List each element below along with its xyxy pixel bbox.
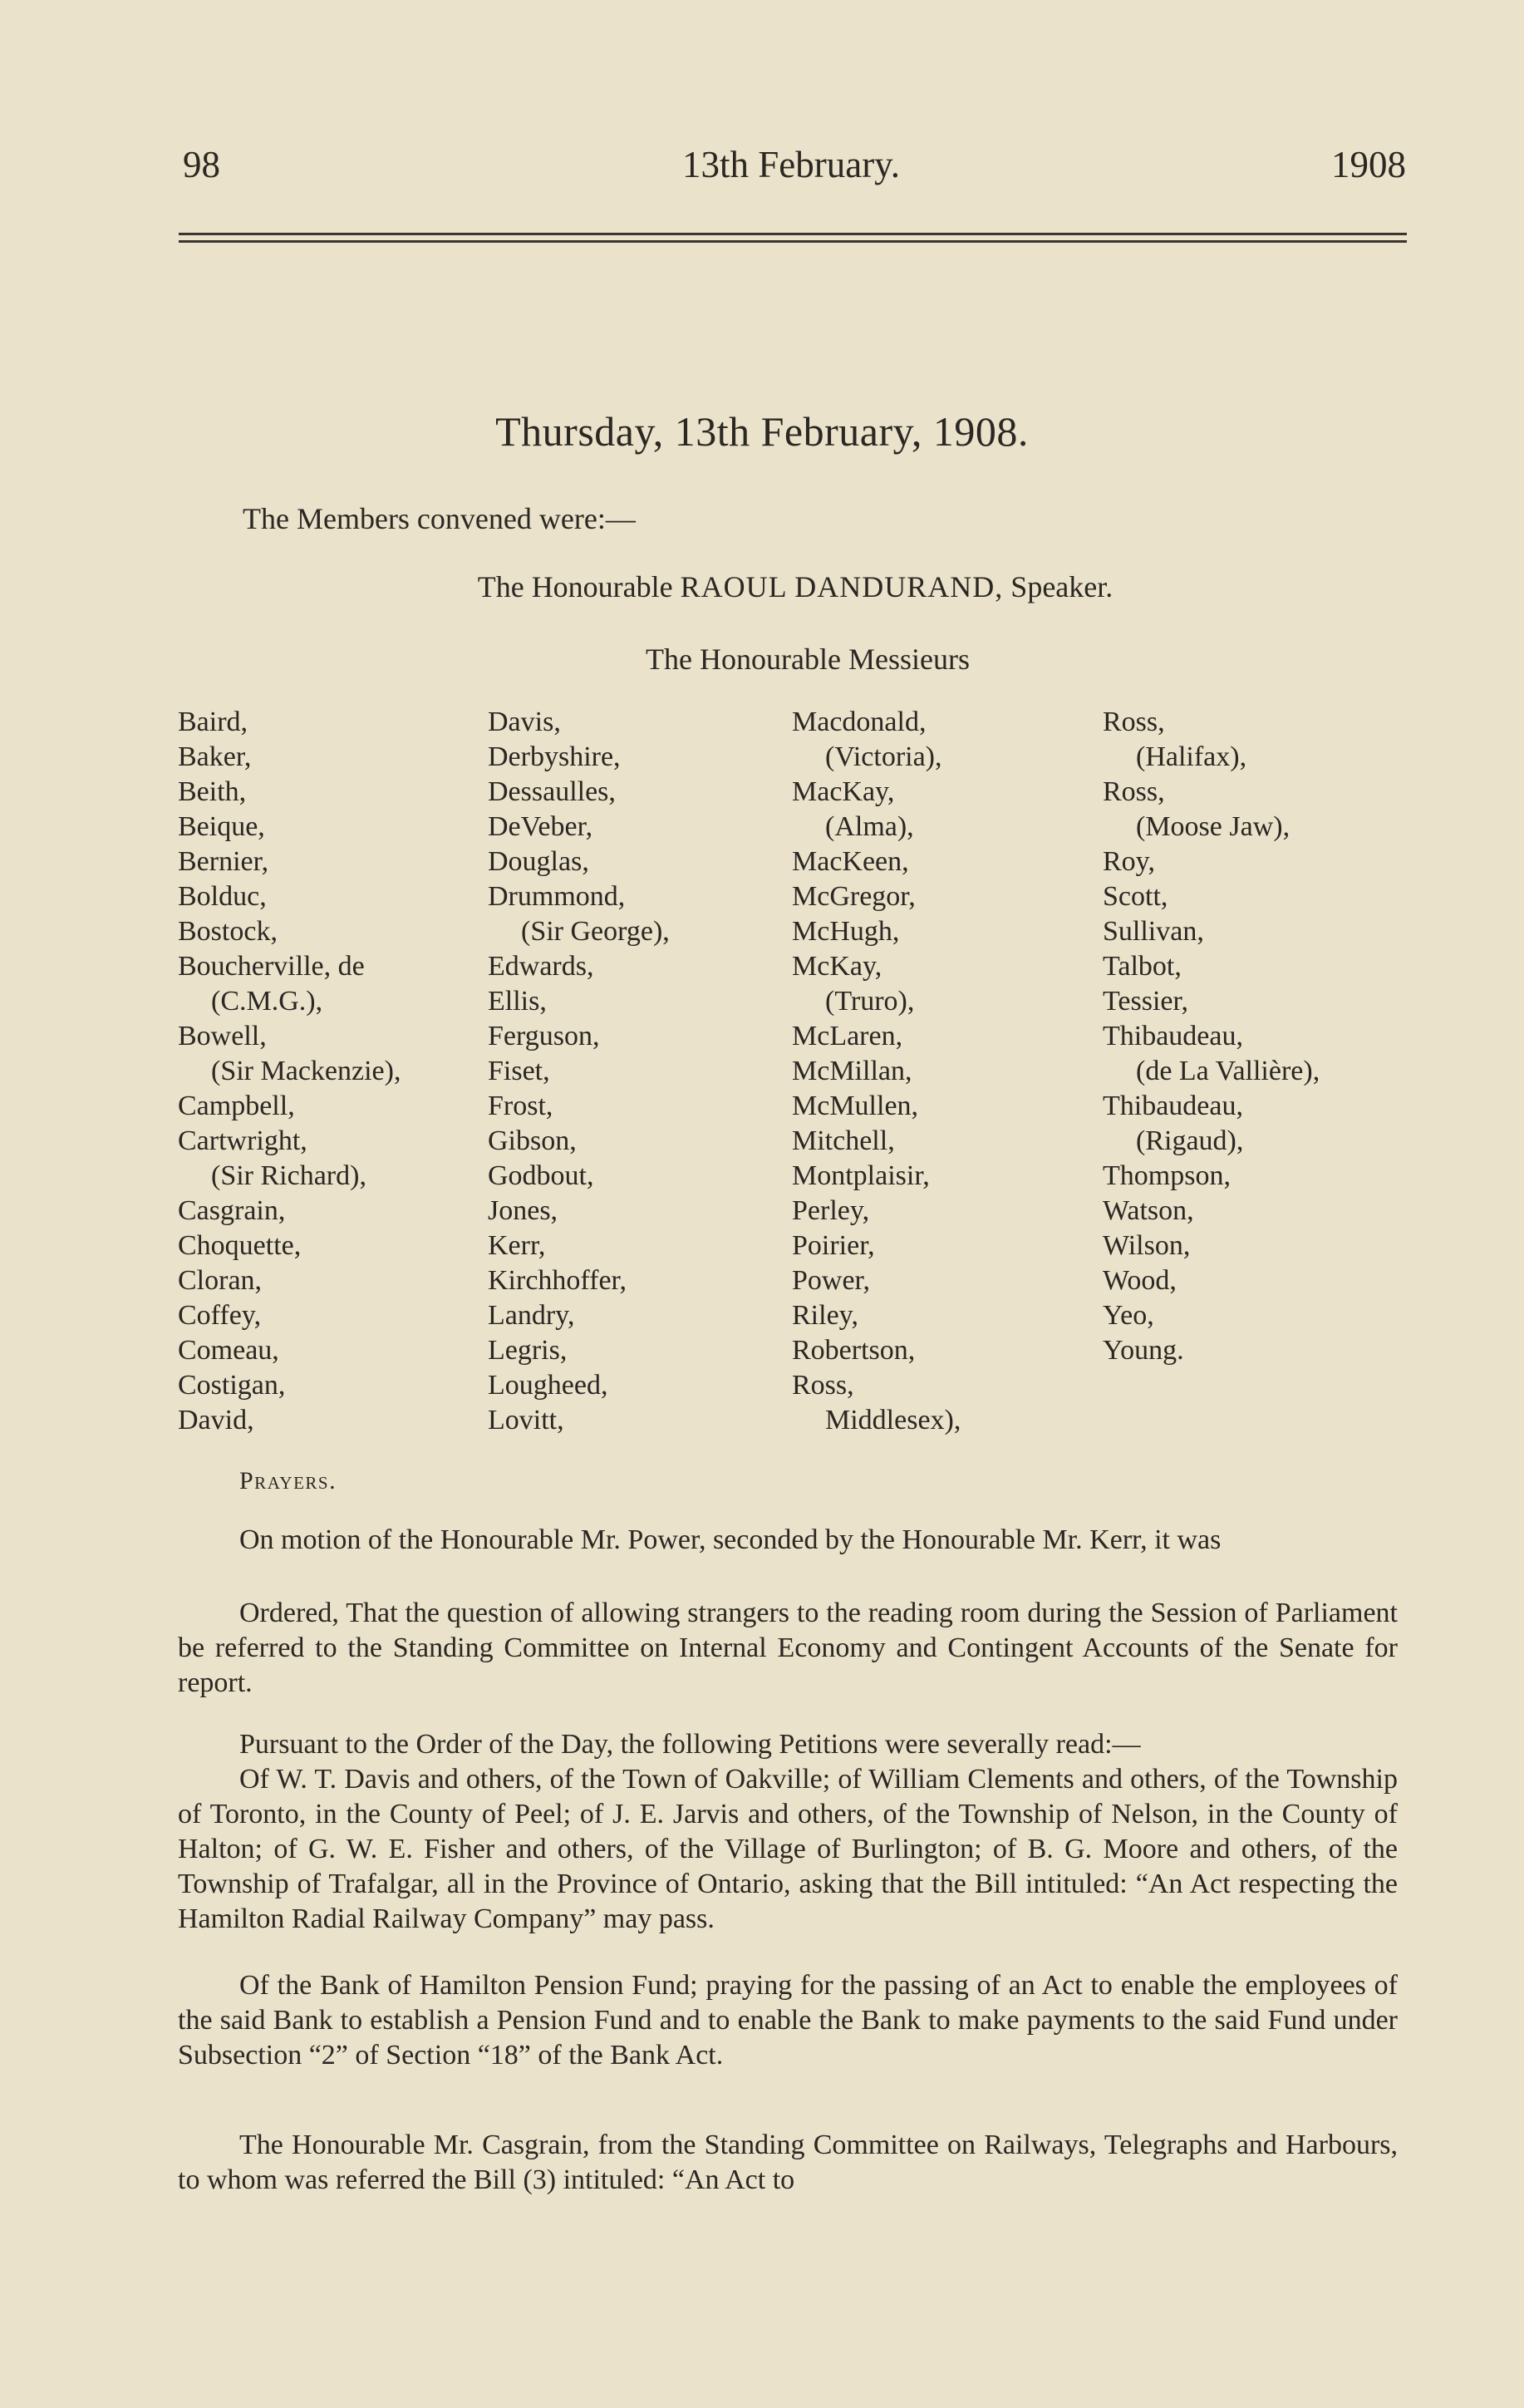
member-name: Edwards, — [488, 951, 594, 982]
member-name: Scott, — [1103, 881, 1168, 912]
member-name: MacKay, — [792, 776, 895, 807]
messieurs-heading: The Honourable Messieurs — [646, 643, 970, 676]
member-name: Choquette, — [178, 1230, 302, 1261]
paragraph-text: On motion of the Honourable Mr. Power, seconded by the Honourable Mr. Kerr, it was — [239, 1524, 1222, 1555]
member-name: Godbout, — [488, 1160, 594, 1191]
member-name: Bowell, — [178, 1021, 267, 1051]
member-name: Baker, — [178, 741, 252, 772]
header-rule-top — [179, 233, 1407, 235]
member-name: (Sir Mackenzie), — [211, 1056, 401, 1086]
member-name: Baird, — [178, 707, 248, 737]
member-name: Roy, — [1103, 846, 1155, 877]
member-name: MacKeen, — [792, 846, 909, 877]
member-name: Yeo, — [1103, 1300, 1154, 1331]
member-name: Wilson, — [1103, 1230, 1191, 1261]
paragraph-petition-bank-pension — [178, 1968, 1398, 2073]
member-name: Campbell, — [178, 1091, 295, 1121]
member-name: Lougheed, — [488, 1370, 608, 1401]
member-name: Frost, — [488, 1091, 553, 1121]
member-name: Costigan, — [178, 1370, 286, 1401]
member-name: Robertson, — [792, 1335, 916, 1366]
member-name: Landry, — [488, 1300, 575, 1331]
running-header — [176, 143, 1406, 193]
member-name: Ferguson, — [488, 1021, 600, 1051]
member-name: Bostock, — [178, 916, 278, 947]
prayers-heading: Prayers. — [239, 1467, 337, 1495]
paragraph-text: Of the Bank of Hamilton Pension Fund; praying for the passing of an Act to enable the employees of the said Bank to establish a Pension Fund and to enable the Bank to make payments to the said Fund under Subsection “2” of Section “18” of the Bank Act. — [178, 1970, 1398, 2071]
member-name: (Sir Richard), — [211, 1160, 366, 1191]
member-name: Comeau, — [178, 1335, 279, 1366]
member-name: Perley, — [792, 1195, 870, 1226]
member-name: Sullivan, — [1103, 916, 1204, 947]
paragraph-committee-report — [178, 2128, 1398, 2198]
member-name: (Sir George), — [521, 916, 670, 947]
member-name: DeVeber, — [488, 811, 593, 842]
member-name: Power, — [792, 1265, 871, 1296]
member-name: McMillan, — [792, 1056, 912, 1086]
member-name: McHugh, — [792, 916, 900, 947]
member-name: Poirier, — [792, 1230, 875, 1261]
member-name: (Truro), — [825, 986, 915, 1017]
member-name: (Victoria), — [825, 741, 942, 772]
member-name: Thibaudeau, — [1103, 1091, 1243, 1121]
member-name: Jones, — [488, 1195, 558, 1226]
members-column-4 — [1103, 705, 1320, 1368]
member-name: (Moose Jaw), — [1136, 811, 1290, 842]
page-number: 98 — [183, 144, 220, 185]
speaker-name: RAOUL DANDURAND, — [680, 570, 1004, 603]
member-name: Young. — [1103, 1335, 1184, 1366]
member-name: Ross, — [792, 1370, 854, 1401]
member-name: Cloran, — [178, 1265, 263, 1296]
member-name: David, — [178, 1405, 254, 1435]
member-name: Mitchell, — [792, 1125, 895, 1156]
speaker-line — [0, 569, 1524, 604]
member-name: McKay, — [792, 951, 882, 982]
member-name: McGregor, — [792, 881, 916, 912]
member-name: (C.M.G.), — [211, 986, 323, 1017]
member-name: Montplaisir, — [792, 1160, 930, 1191]
member-name: Coffey, — [178, 1300, 262, 1331]
member-name: Lovitt, — [488, 1405, 564, 1435]
header-rule-bottom — [179, 240, 1407, 243]
paragraph-petition-hamilton-radial — [178, 1762, 1398, 1937]
member-name: Fiset, — [488, 1056, 550, 1086]
members-column-3 — [792, 705, 961, 1438]
member-name: Dessaulles, — [488, 776, 616, 807]
member-name: Thompson, — [1103, 1160, 1231, 1191]
paragraph-text: Pursuant to the Order of the Day, the following Petitions were severally read:— — [239, 1729, 1141, 1760]
member-name: McMullen, — [792, 1091, 919, 1121]
speaker-role: Speaker. — [1010, 570, 1114, 603]
member-name: Middlesex), — [825, 1405, 961, 1435]
member-name: Bolduc, — [178, 881, 267, 912]
paragraph-petitions-intro — [178, 1727, 1398, 1762]
member-name: Derbyshire, — [488, 741, 621, 772]
member-name: Thibaudeau, — [1103, 1021, 1243, 1051]
member-name: McLaren, — [792, 1021, 903, 1051]
member-name: Wood, — [1103, 1265, 1177, 1296]
member-name: Casgrain, — [178, 1195, 286, 1226]
member-name: Kerr, — [488, 1230, 546, 1261]
member-name: Ross, — [1103, 707, 1165, 737]
members-convened-label: The Members convened were:— — [243, 502, 636, 535]
paragraph-text: Of W. T. Davis and others, of the Town of Oakville; of William Clements and others, of the Township of Toronto, in the County of Peel; of J. E. Jarvis and others, of the Township of Nelson, in the County of Halton; of G. W. E. Fisher and others, of the Village of Burlington; of B. G. Moore and others, of the Township of Trafalgar, all in the Province of Ontario, asking that the Bill intituled: “An Act respecting the Hamilton Radial Railway Company” may pass. — [178, 1764, 1398, 1934]
paragraph-text: The Honourable Mr. Casgrain, from the Standing Committee on Railways, Telegraphs and Harbours, to whom was referred the Bill (3) intituled: “An Act to — [178, 2130, 1398, 2195]
members-column-1 — [178, 705, 401, 1438]
paragraph-ordered — [178, 1596, 1398, 1701]
member-name: Bernier, — [178, 846, 269, 877]
member-name: Kirchhoffer, — [488, 1265, 627, 1296]
members-column-2 — [488, 705, 670, 1438]
member-name: Ellis, — [488, 986, 547, 1017]
paragraph-motion — [178, 1523, 1398, 1558]
member-name: (Alma), — [825, 811, 914, 842]
member-name: Legris, — [488, 1335, 568, 1366]
member-name: Drummond, — [488, 881, 626, 912]
member-name: Tessier, — [1103, 986, 1188, 1017]
member-name: Douglas, — [488, 846, 589, 877]
header-year: 1908 — [1331, 144, 1406, 185]
member-name: Davis, — [488, 707, 561, 737]
member-name: Talbot, — [1103, 951, 1182, 982]
member-name: Macdonald, — [792, 707, 927, 737]
member-name: Boucherville, de — [178, 951, 365, 982]
member-name: Riley, — [792, 1300, 858, 1331]
member-name: Beith, — [178, 776, 247, 807]
paragraph-text: Ordered, That the question of allowing strangers to the reading room during the Session of Parliament be referred to the Standing Committee on Internal Economy and Contingent Accounts of the Senate for report. — [178, 1598, 1398, 1698]
member-name: Ross, — [1103, 776, 1165, 807]
member-name: Beique, — [178, 811, 265, 842]
member-name: Gibson, — [488, 1125, 577, 1156]
member-name: (Halifax), — [1136, 741, 1247, 772]
header-date: 13th February. — [681, 144, 901, 185]
speaker-prefix: The Honourable — [477, 570, 673, 603]
sitting-title: Thursday, 13th February, 1908. — [495, 408, 1029, 455]
member-name: Cartwright, — [178, 1125, 307, 1156]
member-name: (Rigaud), — [1136, 1125, 1244, 1156]
member-name: Watson, — [1103, 1195, 1194, 1226]
member-name: (de La Vallière), — [1136, 1056, 1320, 1086]
